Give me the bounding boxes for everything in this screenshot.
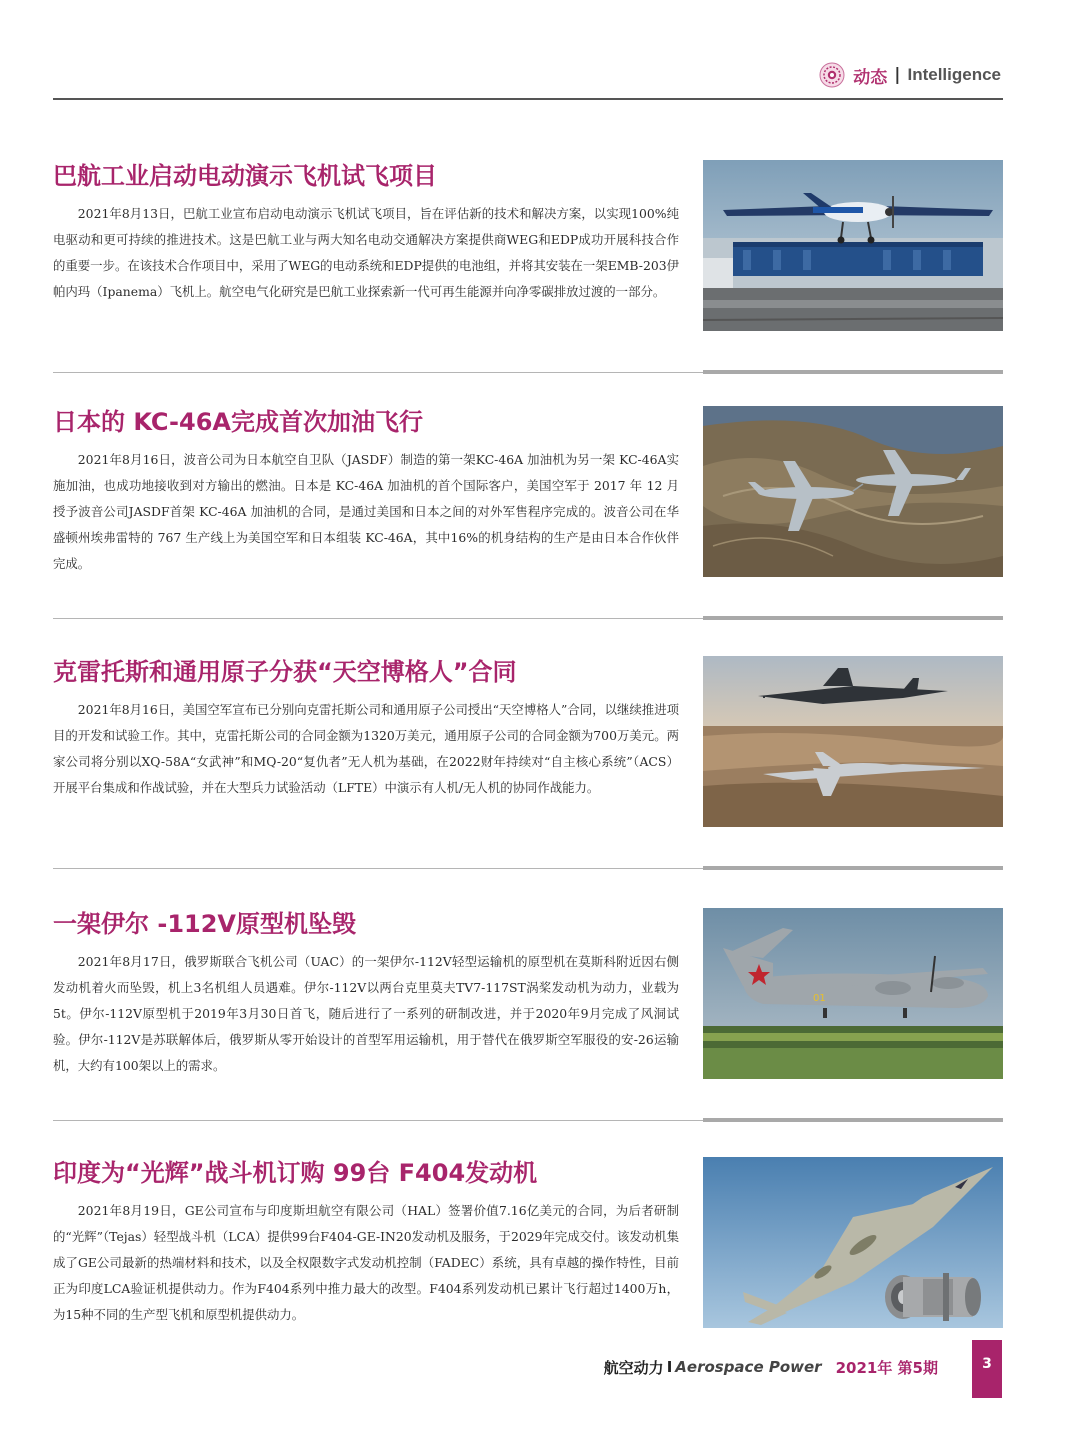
article-title: 克雷托斯和通用原子分获“天空博格人”合同	[53, 658, 517, 686]
magazine-name-en: Aerospace Power	[675, 1358, 822, 1376]
article-body: 2021年8月17日，俄罗斯联合飞机公司（UAC）的一架伊尔-112V轻型运输机的原型机在莫斯科附近因右侧发动机着火而坠毁，机上3名机组人员遇难。伊尔-112V以两台克里莫夫TV7-117ST涡桨发动机为动力，业载为5t。伊尔-112V原型机于2019年3月30日首飞，随后进行了一系列的研制改进，并于2020年9月完成了风洞试验。伊尔-112V是苏联解体后，俄罗斯从零开始设计的首型军用运输机，用于替代在俄罗斯空军服役的安-26运输机，大约有100架以上的需求。	[53, 954, 679, 1073]
fighter-and-engine-photo	[703, 1157, 1003, 1328]
uav-pair-icon	[703, 656, 1003, 827]
uav-pair-photo	[703, 656, 1003, 827]
article-title: 日本的 KC-46A完成首次加油飞行	[53, 408, 423, 436]
electric-airplane-photo	[703, 160, 1003, 331]
page-header	[53, 58, 1003, 100]
footer-separator: I	[666, 1358, 673, 1376]
section-title-cn: 动态	[853, 67, 888, 88]
article-divider-accent	[703, 1118, 1003, 1122]
article-divider-accent	[703, 616, 1003, 620]
article-kc46a-japan	[53, 406, 1003, 656]
article-title: 一架伊尔 -112V原型机坠毁	[53, 910, 356, 938]
article-divider-accent	[703, 370, 1003, 374]
svg-text:01: 01	[813, 993, 826, 1004]
tanker-refueling-photo	[703, 406, 1003, 577]
article-body: 2021年8月16日，波音公司为日本航空自卫队（JASDF）制造的第一架KC-46A 加油机为另一架 KC-46A实施加油，也成功地接收到对方输出的燃油。日本是 KC-46A 加油机的首个国际客户，美国空军于 2017 年 12 月授予波音公司JASDF首架 KC-46A 加油机的合同，是通过美国和日本之间的对外军售程序完成的。波音公司在华盛顿州埃弗雷特的 767 生产线上为美国空军和日本组装 KC-46A，其中16%的机身结构的生产是由日本合作伙伴完成。	[53, 452, 679, 571]
tanker-refueling-icon	[703, 406, 1003, 577]
section-separator: |	[894, 65, 901, 85]
section-title-en: Intelligence	[907, 65, 1001, 84]
electric-airplane-icon	[703, 160, 1003, 331]
article-skyborg	[53, 656, 1003, 906]
transport-aircraft-icon	[703, 908, 1003, 1079]
article-title: 印度为“光辉”战斗机订购 99台 F404发动机	[53, 1159, 538, 1187]
transport-aircraft-photo	[703, 908, 1003, 1079]
fighter-and-engine-icon	[703, 1157, 1003, 1328]
section-label	[819, 60, 1001, 90]
page-footer	[604, 1354, 938, 1380]
article-divider-accent	[703, 866, 1003, 870]
issue-label: 2021年 第5期	[835, 1358, 938, 1377]
article-embraer-electric	[53, 160, 1003, 410]
magazine-name-cn: 航空动力	[603, 1358, 664, 1377]
magazine-logo-icon	[819, 62, 845, 88]
article-title: 巴航工业启动电动演示飞机试飞项目	[53, 162, 437, 190]
article-il112v	[53, 908, 1003, 1158]
page-number: 3	[972, 1340, 1002, 1398]
article-body: 2021年8月16日，美国空军宣布已分别向克雷托斯公司和通用原子公司授出“天空博格人”合同，以继续推进项目的开发和试验工作。其中，克雷托斯公司的合同金额为1320万美元，通用原子公司的合同金额为700万美元。两家公司将分别以XQ-58A“女武神”和MQ-20“复仇者”无人机为基础，在2022财年持续对“自主核心系统”（ACS）开展平台集成和作战试验，并在大型兵力试验活动（LFTE）中演示有人机/无人机的协同作战能力。	[53, 702, 680, 795]
article-body: 2021年8月19日，GE公司宣布与印度斯坦航空有限公司（HAL）签署价值7.16亿美元的合同，为后者研制的“光辉”（Tejas）轻型战斗机（LCA）提供99台F404-GE-IN20发动机及服务，于2029年完成交付。该发动机集成了GE公司最新的热端材料和技术，以及全权限数字式发动机控制（FADEC）系统，具有卓越的操作特性，目前正为印度LCA验证机提供动力。作为F404系列中推力最大的改型。F404系列发动机已累计飞行超过1400万h，为15种不同的生产型飞机和原型机提供动力。	[53, 1203, 679, 1322]
article-body: 2021年8月13日，巴航工业宣布启动电动演示飞机试飞项目，旨在评估新的技术和解决方案，以实现100%纯电驱动和更可持续的推进技术。这是巴航工业与两大知名电动交通解决方案提供商WEG和EDP成功开展科技合作的重要一步。在该技术合作项目中，采用了WEG的电动系统和EDP提供的电池组，并将其安装在一架EMB-203伊帕内玛（Ipanema）飞机上。航空电气化研究是巴航工业探索新一代可再生能源并向净零碳排放过渡的一部分。	[53, 206, 679, 299]
